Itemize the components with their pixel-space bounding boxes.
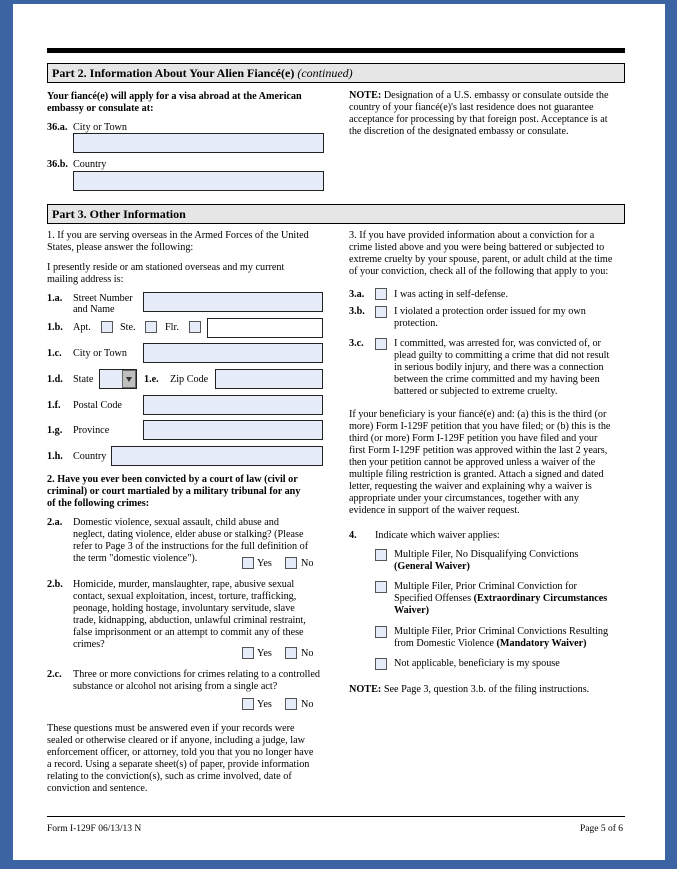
part2-title: Part 2. Information About Your Alien Fiancé(e) (52, 66, 295, 80)
records-line-4: a record. Using a separate sheet(s) of paper, provide information (47, 759, 310, 770)
q3b-number: 3.b. (349, 306, 365, 317)
q3c-line-5: battered or subjected to extreme cruelty. (394, 386, 558, 397)
waiver-extraordinary-text (394, 581, 607, 617)
waiver-line-2: more) Form I-129F petition that you have filed; or (b) this is the (349, 421, 611, 432)
q2c-yes-label: Yes (257, 699, 272, 710)
waiver-general-checkbox[interactable] (375, 549, 387, 561)
q3-line-4: of your conviction, check all of the following that apply to you: (349, 266, 609, 277)
part2-note (349, 90, 629, 138)
records-line-1: These questions must be answered even if your records were (47, 723, 295, 734)
q2b-line-3: peonage, holding hostage, involuntary servitude, slave (73, 603, 295, 614)
q1e-zip-input[interactable] (215, 369, 323, 389)
q1b-apt-checkbox[interactable] (101, 321, 113, 333)
q3b-line-2: protection. (394, 318, 438, 329)
q2a-no-checkbox[interactable] (285, 557, 297, 569)
waiver-not-applicable-checkbox[interactable] (375, 658, 387, 670)
waiver-line-7: letter, requesting the waiver and explaining why a waiver is (349, 481, 592, 492)
q3b-text (394, 306, 586, 330)
q2c-text (73, 669, 320, 693)
q1d-label: State (73, 374, 94, 385)
q1d-number: 1.d. (47, 374, 63, 385)
q3c-text (394, 338, 609, 398)
top-rule (47, 48, 625, 53)
q1h-number: 1.h. (47, 451, 63, 462)
q3a-checkbox[interactable] (375, 288, 387, 300)
q4-label: Indicate which waiver applies: (375, 530, 500, 541)
q2b-yes-label: Yes (257, 648, 272, 659)
waiver-not-applicable-label: Not applicable, beneficiary is my spouse (394, 658, 560, 669)
state-dropdown-chevron-icon[interactable] (122, 370, 136, 388)
waiver-extraordinary-line-3: Waiver) (394, 605, 430, 616)
q3-line-1: 3. If you have provided information about a conviction for a (349, 230, 595, 241)
q2a-number: 2.a. (47, 517, 63, 528)
part2-header (47, 63, 625, 83)
q36b-country-input[interactable] (73, 171, 324, 191)
q36b-label: Country (73, 159, 107, 170)
waiver-extraordinary-line-1: Multiple Filer, Prior Criminal Conviction for (394, 581, 577, 592)
q3b-line-1: I violated a protection order issued for my own (394, 306, 586, 317)
filing-note-label: NOTE: (349, 684, 382, 695)
note-line-4: the discretion of the designated embassy or consulate. (349, 126, 569, 137)
q2b-no-checkbox[interactable] (285, 647, 297, 659)
q1b-number: 1.b. (47, 322, 63, 333)
q2a-line-4: the term "domestic violence"). (73, 553, 198, 564)
q2b-line-1: Homicide, murder, manslaughter, rape, abusive sexual (73, 579, 295, 590)
waiver-mandatory-line-2a: from Domestic Violence (394, 638, 497, 649)
reside-line-2: mailing address is: (47, 274, 124, 285)
q1a-label-1: Street Number (73, 293, 133, 304)
q1e-label: Zip Code (170, 374, 209, 385)
q2c-number: 2.c. (47, 669, 62, 680)
q1h-country-input[interactable] (111, 446, 323, 466)
q1f-postal-input[interactable] (143, 395, 323, 415)
q2-line-1: 2. Have you ever been convicted by a court of law (civil or (47, 474, 298, 485)
q1b-flr-checkbox[interactable] (189, 321, 201, 333)
q1g-province-input[interactable] (143, 420, 323, 440)
records-line-2: sealed or otherwise cleared or if anyone, including a judge, law (47, 735, 305, 746)
records-line-3: enforcement officer, or attorney, told you that you no longer have (47, 747, 314, 758)
q1b-ste-checkbox[interactable] (145, 321, 157, 333)
q3c-line-1: I committed, was arrested for, was convicted of, or (394, 338, 601, 349)
q1h-label: Country (73, 451, 107, 462)
waiver-mandatory-line-2b: (Mandatory Waiver) (496, 638, 587, 649)
waiver-mandatory-text (394, 626, 608, 650)
waiver-line-6: multiple filing restriction is granted. Attach a signed and dated (349, 469, 604, 480)
q2a-line-1: Domestic violence, sexual assault, child abuse and (73, 517, 279, 528)
q1-line-1: 1. If you are serving overseas in the Armed Forces of the United (47, 230, 309, 241)
records-line-5: relating to the conviction(s), such as crime involved, date of (47, 771, 292, 782)
q1c-number: 1.c. (47, 348, 62, 359)
reside-line-1: I presently reside or am stationed overseas and my current (47, 262, 285, 273)
q3c-line-3: in serious bodily injury, and there was a connection (394, 362, 604, 373)
q2b-no-label: No (301, 648, 314, 659)
q1a-number: 1.a. (47, 293, 63, 304)
q36a-number: 36.a. (47, 122, 68, 133)
q1g-number: 1.g. (47, 425, 63, 436)
q3-line-2: crime listed above and you were being battered or subjected to (349, 242, 605, 253)
waiver-text (349, 409, 610, 517)
part2-intro-1: Your fiancé(e) will apply for a visa abroad at the American (47, 91, 302, 102)
q1e-number: 1.e. (144, 374, 159, 385)
q3b-checkbox[interactable] (375, 306, 387, 318)
q3-text (349, 230, 612, 278)
waiver-general-line-1: Multiple Filer, No Disqualifying Convictions (394, 549, 579, 560)
q1a-label-2: and Name (73, 304, 115, 315)
waiver-general-line-2: (General Waiver) (394, 561, 470, 572)
q3c-checkbox[interactable] (375, 338, 387, 350)
q3-line-3: extreme cruelty by your spouse, parent, or adult child at the time (349, 254, 613, 265)
q36b-number: 36.b. (47, 159, 68, 170)
q1-text (47, 230, 309, 254)
q2a-line-2: neglect, dating violence, elder abuse or stalking? (Please (73, 529, 304, 540)
q2a-text (73, 517, 308, 565)
part3-title: Part 3. Other Information (52, 207, 186, 221)
q2b-yes-checkbox[interactable] (242, 647, 254, 659)
records-line-6: conviction and sentence. (47, 783, 148, 794)
q1f-number: 1.f. (47, 400, 61, 411)
q3c-number: 3.c. (349, 338, 364, 349)
q36a-city-input[interactable] (73, 133, 324, 153)
waiver-mandatory-checkbox[interactable] (375, 626, 387, 638)
reside-text (47, 262, 284, 286)
q2a-line-3: refer to Page 3 of the instructions for the full definition of (73, 541, 309, 552)
waiver-line-4: first Form I-129F petition was approved within the last 2 years, (349, 445, 608, 456)
q1-line-2: States, please answer the following: (47, 242, 194, 253)
part2-title-suffix: (continued) (297, 66, 353, 80)
q1a-street-input[interactable] (143, 292, 323, 312)
note-line-1: Designation of a U.S. embassy or consulate outside the (381, 90, 609, 101)
waiver-general-text (394, 549, 578, 573)
q1f-label: Postal Code (73, 400, 122, 411)
footer-rule (47, 816, 625, 817)
q2c-yes-checkbox[interactable] (242, 698, 254, 710)
q1b-unit-input[interactable] (207, 318, 323, 338)
q3a-number: 3.a. (349, 289, 365, 300)
q2b-line-5: false imprisonment or an attempt to commit any of these (73, 627, 304, 638)
filing-note (349, 684, 589, 696)
q2b-number: 2.b. (47, 579, 63, 590)
page-number: Page 5 of 6 (580, 824, 624, 834)
note-line-2: country of your fiancé(e)'s last residence does not guarantee (349, 102, 594, 113)
waiver-line-8: appropriate under your circumstances, together with any (349, 493, 579, 504)
part2-intro-2: embassy or consulate at: (47, 103, 154, 114)
q2c-no-label: No (301, 699, 314, 710)
q2-line-2: criminal) or court martialed by a military tribunal for any (47, 486, 301, 497)
q1c-label: City or Town (73, 348, 128, 359)
filing-note-text: See Page 3, question 3.b. of the filing instructions. (381, 684, 590, 695)
q2-line-3: of the following crimes: (47, 498, 150, 509)
waiver-extraordinary-line-2b: (Extraordinary Circumstances (473, 593, 608, 604)
q4-number: 4. (349, 530, 357, 541)
q1g-label: Province (73, 425, 110, 436)
q2c-no-checkbox[interactable] (285, 698, 297, 710)
q1b-apt-label: Apt. (73, 322, 91, 333)
q3c-line-2: plead guilty to committing a crime that did not result (394, 350, 610, 361)
waiver-line-1: If your beneficiary is your fiancé(e) and: (a) this is the third (or (349, 409, 607, 420)
q2b-line-4: trade, kidnapping, abduction, unlawful criminal restraint, (73, 615, 306, 626)
note-line-3: acceptance for processing by that foreign post. Acceptance is at (349, 114, 608, 125)
q1c-city-input[interactable] (143, 343, 323, 363)
q36a-label: City or Town (73, 122, 128, 133)
waiver-line-5: then your petition cannot be approved unless a waiver of the (349, 457, 596, 468)
q2b-line-2: contact, sexual exploitation, incest, torture, trafficking, (73, 591, 297, 602)
q2-text (47, 474, 300, 510)
q2b-line-6: crimes? (73, 639, 105, 650)
waiver-extraordinary-checkbox[interactable] (375, 581, 387, 593)
q2c-line-1: Three or more convictions for crimes relating to a controlled (73, 669, 320, 680)
q2a-yes-checkbox[interactable] (242, 557, 254, 569)
q3a-label: I was acting in self-defense. (394, 289, 508, 300)
q2a-no-label: No (301, 558, 314, 569)
waiver-mandatory-line-1: Multiple Filer, Prior Criminal Convictions Resulting (394, 626, 609, 637)
part3-header (47, 204, 625, 224)
waiver-extraordinary-line-2a: Specified Offenses (394, 593, 474, 604)
q2c-line-2: substance or alcohol not arising from a single act? (73, 681, 278, 692)
q1b-ste-label: Ste. (120, 322, 136, 333)
note-label: NOTE: (349, 90, 382, 101)
waiver-line-9: evidence in support of the waiver request. (349, 505, 520, 516)
q3c-line-4: between the crime committed and my having been (394, 374, 600, 385)
records-note (47, 723, 313, 795)
waiver-line-3: third (or more) Form I-129F petition you have filed and your (349, 433, 598, 444)
q2b-text (73, 579, 306, 651)
form-id: Form I-129F 06/13/13 N (47, 824, 142, 834)
q1b-flr-label: Flr. (165, 322, 179, 333)
q2a-yes-label: Yes (257, 558, 272, 569)
